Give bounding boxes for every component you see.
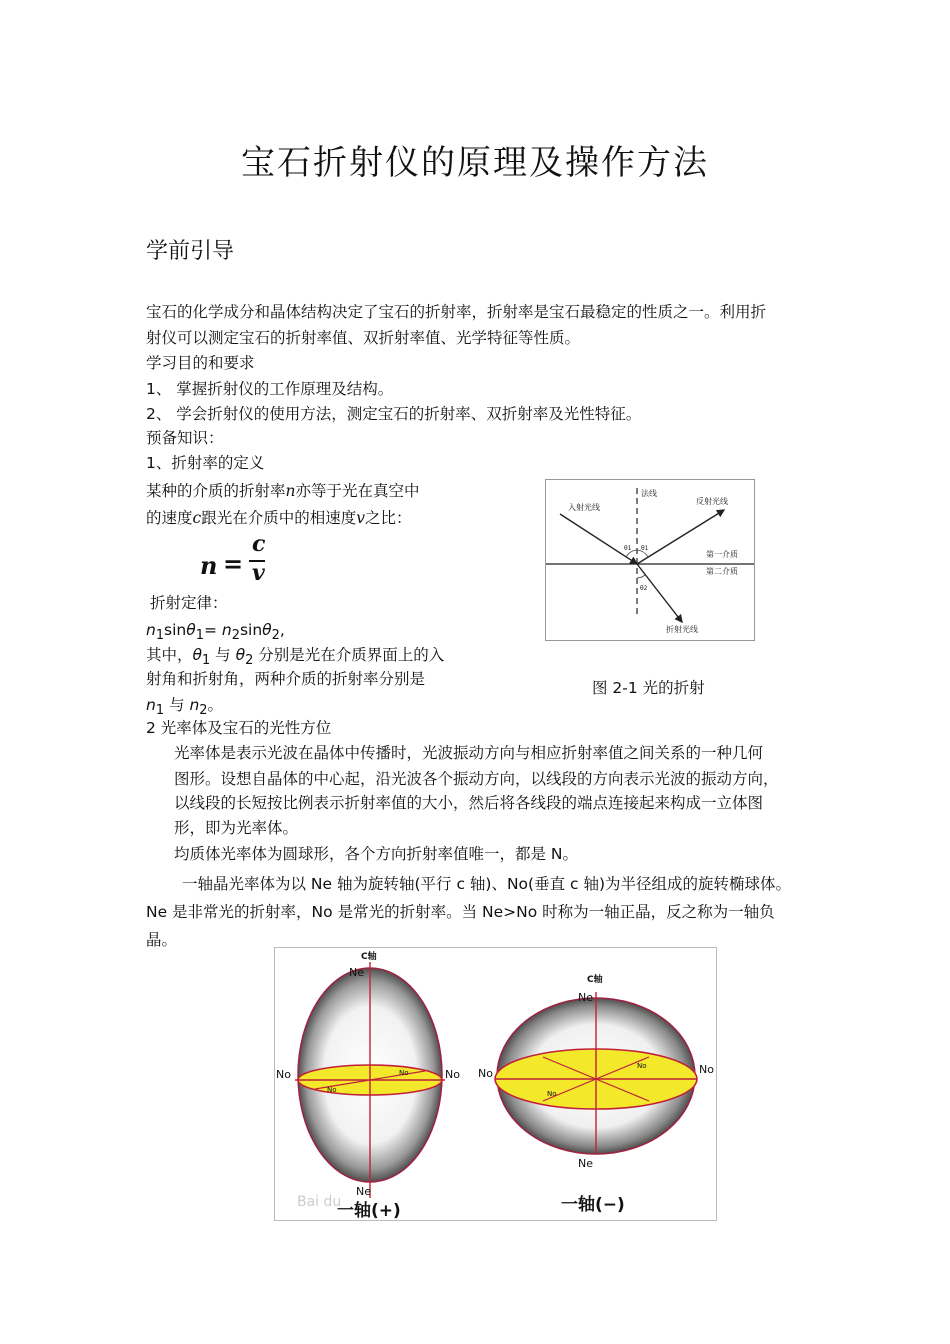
uniaxial-indicatrix-figure [274, 947, 717, 1221]
caption-positive: 一轴(+) [337, 1201, 401, 1220]
incident-ray [560, 514, 637, 564]
law-heading: 折射定律： [150, 594, 228, 612]
no-label-left-inner-2: No [327, 1086, 337, 1094]
no-label-right-inner: No [637, 1062, 647, 1070]
label-reflected: 反射光线 [696, 497, 728, 506]
c-axis-label-right: C轴 [587, 975, 603, 985]
prereq-heading: 预备知识： [146, 429, 224, 447]
no-label-left-inner: No [399, 1069, 409, 1077]
objective-1: 1、 掌握折射仪的工作原理及结构。 [146, 380, 394, 398]
label-theta2: θ2 [640, 585, 648, 592]
indicatrix-negative [478, 973, 714, 1215]
law-line-3: 射角和折射角，两种介质的折射率分别是 [146, 670, 426, 688]
figure-1-caption: 图 2-1 光的折射 [592, 679, 705, 697]
no-label-left-e: No [445, 1068, 460, 1081]
ne-label-right-bottom: Ne [578, 1157, 593, 1170]
snell-law: $n_1\sin\theta_1= n_2\sin\theta_2$, [146, 621, 285, 644]
page-title: 宝石折射仪的原理及操作方法 [241, 143, 709, 183]
label-medium-2: 第二介质 [706, 567, 738, 576]
section-2-line-4: 形，即为光率体。 [174, 819, 299, 837]
section-2-line-3: 以线段的长短按比例表示折射率值的大小，然后将各线段的端点连接起来构成一立体图 [174, 794, 764, 812]
objectives-heading: 学习目的和要求 [146, 354, 255, 372]
ne-label-left-bottom: Ne [356, 1185, 371, 1198]
intro-line-2: 射仪可以测定宝石的折射率值、双折射率值、光学特征等性质。 [146, 329, 581, 347]
ne-label-left-top: Ne [349, 966, 364, 979]
label-incident: 入射光线 [568, 503, 600, 512]
watermark: Bai du [297, 1194, 342, 1210]
no-label-left-w: No [276, 1068, 291, 1081]
section-2-line-1: 光率体是表示光波在晶体中传播时，光波振动方向与相应折射率值之间关系的一种几何 [174, 744, 764, 762]
label-theta1-reflected: θ1 [641, 545, 649, 552]
caption-negative: 一轴(−) [561, 1195, 625, 1215]
law-line-4: $n_1$ 与 $n_2$。 [146, 696, 223, 719]
definition-line-1: 某种的介质的折射率n亦等于光在真空中 [146, 482, 420, 500]
section-2-line-7: Ne 是非常光的折射率，No 是常光的折射率。当 Ne>No 时称为一轴正晶，反之称为一轴负 [146, 903, 775, 921]
definition-line-2: 的速度c跟光在介质中的相速度v之比： [146, 509, 412, 527]
label-medium-1: 第一介质 [706, 550, 738, 559]
section-2-line-5: 均质体光率体为圆球形，各个方向折射率值唯一，都是 N。 [174, 845, 579, 863]
indicatrix-positive [276, 950, 460, 1220]
section-2-line-2: 图形。设想自晶体的中心起，沿光波各个振动方向，以线段的方向表示光波的振动方向， [174, 770, 779, 788]
refraction-diagram [545, 479, 755, 641]
label-refracted: 折射光线 [666, 625, 698, 634]
no-label-right-w: No [478, 1067, 493, 1080]
section-heading: 学前引导 [146, 239, 235, 264]
section-2-heading: 2 光率体及宝石的光性方位 [146, 719, 332, 737]
law-line-2: 其中，$\theta_1$ 与 $\theta_2$ 分别是光在介质界面上的入 [146, 646, 445, 669]
intro-line-1: 宝石的化学成分和晶体结构决定了宝石的折射率，折射率是宝石最稳定的性质之一。利用折 [146, 303, 767, 321]
prereq-item-1: 1、折射率的定义 [146, 454, 265, 472]
section-2-line-6: 一轴晶光率体为以 Ne 轴为旋转轴(平行 c 轴)、No(垂直 c 轴)为半径组成的旋转椭球体。 [182, 875, 792, 893]
refracted-ray [637, 564, 682, 622]
label-theta1: θ1 [624, 545, 632, 552]
no-label-right-inner-2: No [547, 1090, 557, 1098]
label-normal: 法线 [641, 489, 657, 498]
ne-label-right-top: Ne [578, 991, 593, 1004]
section-2-line-8: 晶。 [146, 931, 178, 949]
c-axis-label-left: C轴 [361, 952, 377, 962]
objective-2: 2、 学会折射仪的使用方法，测定宝石的折射率、双折射率及光性特征。 [146, 405, 642, 423]
no-label-right-e: No [699, 1063, 714, 1076]
